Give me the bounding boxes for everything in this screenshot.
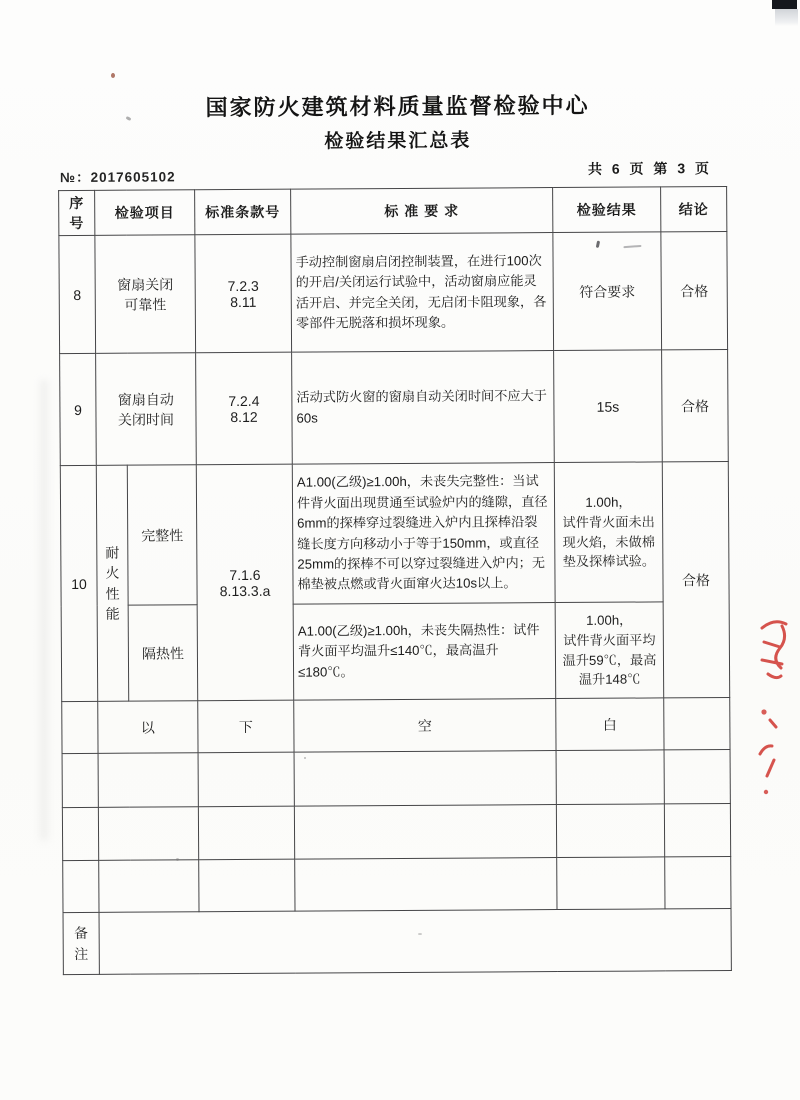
row9-item: 窗扇自动 关闭时间 xyxy=(96,353,197,466)
doc-title: 检验结果汇总表 xyxy=(324,130,472,153)
empty-cell xyxy=(98,807,198,861)
row8-result: 符合要求 xyxy=(553,232,662,351)
row9-result: 15s xyxy=(554,350,663,463)
remarks-label: 备 注 xyxy=(63,912,99,974)
empty-cell xyxy=(557,857,665,910)
blank-cell-item: 以 xyxy=(98,701,198,754)
empty-cell xyxy=(199,859,295,912)
empty-cell xyxy=(295,858,557,912)
table-row-10-integrity xyxy=(60,461,729,605)
row10-conclusion: 合格 xyxy=(662,461,729,697)
scan-corner-shadow xyxy=(775,9,798,26)
col-header-result: 检验结果 xyxy=(553,187,661,233)
row10-clause: 7.1.6 8.13.3.a xyxy=(196,464,293,701)
ink-speck xyxy=(304,757,306,759)
empty-cell xyxy=(664,803,730,856)
row10-item-group: 耐 火 性 能 xyxy=(96,465,128,701)
col-header-no: 序号 xyxy=(59,190,95,235)
blank-cell-requirement: 空 xyxy=(294,699,556,753)
empty-row xyxy=(62,749,730,807)
blank-cell-no xyxy=(62,701,98,753)
empty-cell xyxy=(63,860,99,912)
row10-integrity-item: 完整性 xyxy=(127,465,197,605)
col-header-conclusion: 结论 xyxy=(661,186,727,231)
empty-row xyxy=(63,856,731,912)
report-number: №：2017605102 xyxy=(59,169,176,186)
col-header-clause: 标准条款号 xyxy=(195,189,291,235)
table-row-8 xyxy=(59,231,728,353)
page-indicator: 共 6 页 第 3 页 xyxy=(587,160,713,177)
row10-no: 10 xyxy=(60,465,97,701)
row9-no: 9 xyxy=(60,353,97,465)
row10-insulation-item: 隔热性 xyxy=(128,605,198,701)
row10-insulation-requirement: A1.00(乙级)≥1.00h，未丧失隔热性：试件背火面平均温升≤140℃，最高温升≤180℃。 xyxy=(293,603,556,701)
row10-insulation-result: 1.00h， 试件背火面平均温升59℃，最高温升148℃ xyxy=(555,602,664,699)
ink-speck xyxy=(111,73,115,78)
empty-cell xyxy=(294,805,556,860)
row9-requirement: 活动式防火窗的窗扇自动关闭时间不应大于60s xyxy=(292,351,555,465)
blank-cell-conclusion xyxy=(664,697,730,749)
meta-row xyxy=(58,158,726,188)
org-title: 国家防火建筑材料质量监督检验中心 xyxy=(205,92,590,121)
remarks-row xyxy=(63,908,731,974)
row9-clause: 7.2.4 8.12 xyxy=(196,352,293,465)
row8-clause: 7.2.3 8.11 xyxy=(195,234,292,353)
empty-cell xyxy=(556,804,664,858)
scan-smudge xyxy=(40,380,48,840)
row10-integrity-result: 1.00h， 试件背火面未出现火焰，未做棉垫及探棒试验。 xyxy=(554,462,663,603)
empty-cell xyxy=(294,751,556,807)
ink-speck xyxy=(418,933,422,935)
header-row xyxy=(59,186,727,235)
row8-conclusion: 合格 xyxy=(661,231,728,349)
row8-requirement: 手动控制窗扇启闭控制装置，在进行100次的开启/关闭运行试验中，活动窗扇应能灵活开启、并完全关闭，无启闭卡阻现象，各零部件无脱落和损坏现象。 xyxy=(291,233,554,353)
empty-cell xyxy=(664,749,730,803)
red-pen-annotation xyxy=(744,612,798,807)
blank-cell-clause: 下 xyxy=(198,700,294,753)
empty-cell xyxy=(62,753,98,807)
col-header-item: 检验项目 xyxy=(95,190,195,236)
empty-cell xyxy=(99,860,199,913)
results-table xyxy=(58,186,732,975)
empty-cell xyxy=(198,752,294,807)
row9-conclusion: 合格 xyxy=(662,349,729,461)
col-header-requirement: 标 准 要 求 xyxy=(291,188,553,235)
row8-item: 窗扇关闭 可靠性 xyxy=(95,235,196,354)
blank-cell-result: 白 xyxy=(556,698,664,751)
ink-speck xyxy=(176,858,179,861)
table-row-9 xyxy=(60,349,729,465)
empty-cell xyxy=(62,807,98,860)
empty-cell xyxy=(198,806,294,860)
empty-cell xyxy=(98,753,198,808)
empty-cell xyxy=(556,750,664,805)
row8-no: 8 xyxy=(59,235,96,353)
blank-below-row xyxy=(62,697,730,753)
remarks-content xyxy=(99,908,731,974)
scan-corner-artifact xyxy=(772,0,797,9)
empty-cell xyxy=(665,856,731,908)
empty-row xyxy=(62,803,730,860)
table-row-10-insulation xyxy=(61,601,730,701)
row10-integrity-requirement: A1.00(乙级)≥1.00h，未丧失完整性：当试件背火面出现贯通至试验炉内的缝隙，直径6mm的探棒穿过裂缝进入炉内且探棒沿裂缝长度方向移动小于等于150mm，或直径25mm的探棒不可以穿过裂缝进入炉内；无棉垫被点燃或背火面窜火达10s以上。 xyxy=(292,463,555,605)
